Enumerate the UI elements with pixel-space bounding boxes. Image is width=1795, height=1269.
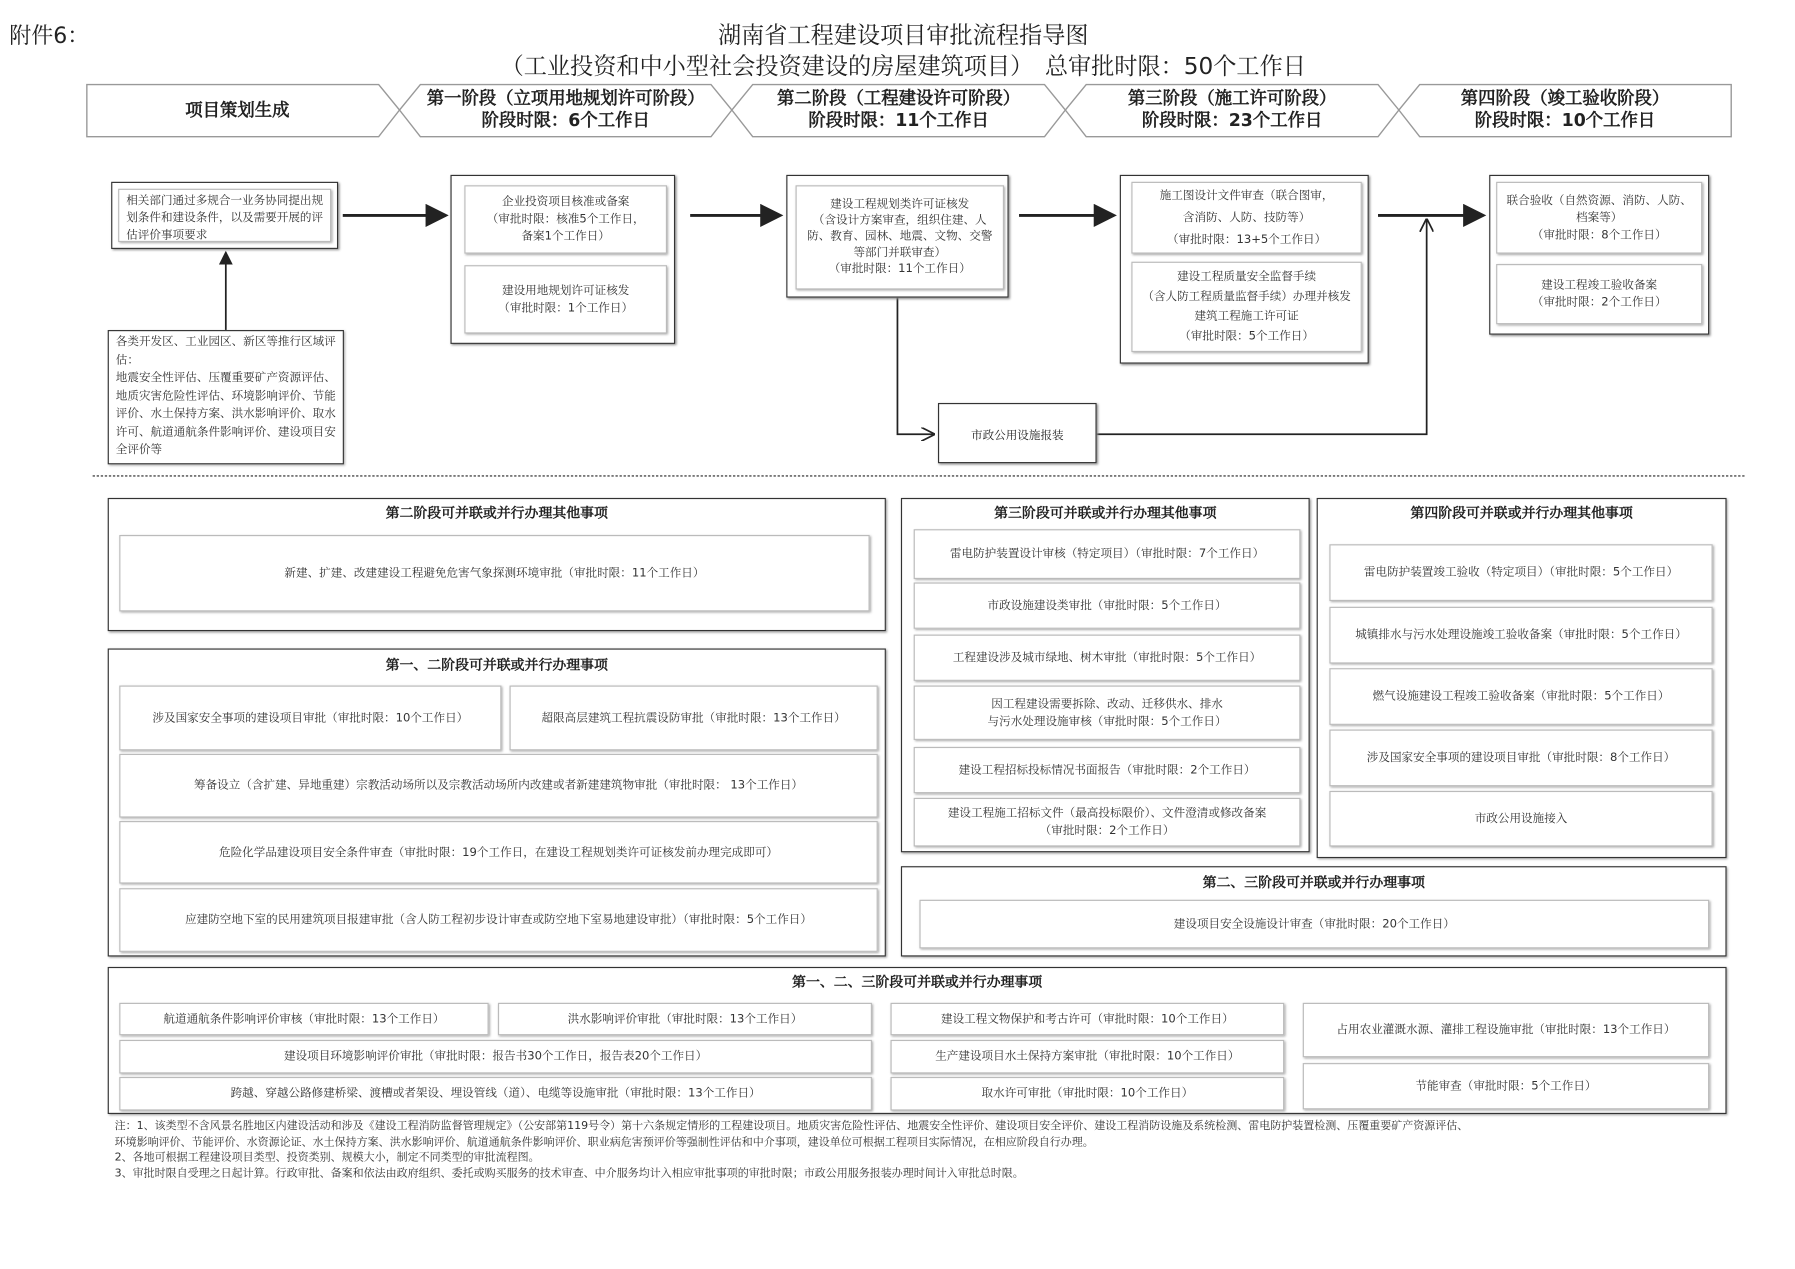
stage-4-item-joint-acceptance: 联合验收（自然资源、消防、人防、档案等） （审批时限：8个工作日） bbox=[1496, 182, 1702, 254]
footnotes bbox=[115, 1119, 1469, 1182]
section-title: 第三阶段可并联或并行办理其他事项 bbox=[994, 504, 1217, 522]
list-item: 建设工程施工招标文件（最高投标限价）、文件澄清或修改备案 （审批时限：2个工作日） bbox=[914, 798, 1301, 847]
list-item: 占用农业灌溉水源、灌排工程设施审批（审批时限：13个工作日） bbox=[1303, 1003, 1709, 1057]
regional-evaluation-box: 各类开发区、工业园区、新区等推行区域评估： 地震安全性评估、压覆重要矿产资源评估、地质灾害危险性评估、环境影响评价、节能评价、水土保持方案、洪水影响评价、取水许可、航道通航条件影响评价、建设项目安全评价等 bbox=[108, 330, 344, 464]
note-line: 3、审批时限自受理之日起计算。行政审批、备案和依法由政府组织、委托或购买服务的技术审查、中介服务均计入相应审批事项的审批时限；市政公用服务报装办理时间计入审批总时限。 bbox=[114, 1166, 1024, 1180]
list-item: 雷电防护装置设计审核（特定项目）（审批时限：7个工作日） bbox=[914, 529, 1301, 579]
list-item: 建设项目环境影响评价审批（审批时限：报告书30个工作日，报告表20个工作日） bbox=[119, 1040, 872, 1074]
stage-2-name: 第二阶段（工程建设许可阶段） bbox=[776, 88, 1021, 109]
note-line: 环境影响评价、节能评价、水资源论证、水土保持方案、洪水影响评价、航道通航条件影响评价、职业病危害预评价等强制性评估和中介事项，建设单位可根据工程项目实际情况，在相应阶段自行办理。 bbox=[114, 1135, 1094, 1149]
section-title: 第一、二、三阶段可并联或并行办理事项 bbox=[792, 973, 1043, 991]
list-item: 取水许可审批（审批时限：10个工作日） bbox=[891, 1077, 1285, 1111]
section-stage4-parallel bbox=[1317, 498, 1727, 858]
stage-3-item-construction-permit: 建设工程质量安全监督手续 （含人防工程质量监督手续）办理并核发建筑工程施工许可证 （审批时限：5个工作日） bbox=[1131, 262, 1361, 352]
stage-3-name: 第三阶段（施工许可阶段） bbox=[1127, 88, 1337, 109]
section-title: 第二、三阶段可并联或并行办理事项 bbox=[1202, 874, 1425, 891]
planning-box bbox=[111, 182, 338, 249]
page-title: 湖南省工程建设项目审批流程指导图 bbox=[717, 20, 1089, 49]
stage-2-limit: 阶段时限：11个工作日 bbox=[808, 110, 989, 131]
stage-4-box bbox=[1489, 175, 1709, 335]
section-title: 第一、二阶段可并联或并行办理事项 bbox=[385, 656, 608, 673]
section-title: 第四阶段可并联或并行办理其他事项 bbox=[1410, 504, 1633, 522]
attachment-label: 附件6： bbox=[9, 23, 90, 49]
section-stage2-parallel bbox=[108, 498, 886, 631]
stage-2-label bbox=[732, 88, 1066, 132]
list-item: 跨越、穿越公路修建桥梁、渡槽或者架设、埋设管线（道）、电缆等设施审批（审批时限：13个工作日） bbox=[119, 1077, 872, 1111]
list-item: 市政公用设施接入 bbox=[1329, 791, 1712, 847]
stage-3-item-drawing-review: 施工图设计文件审查（联合图审， 含消防、人防、技防等） （审批时限：13+5个工作日） bbox=[1131, 182, 1361, 254]
stage-1-name: 第一阶段（立项用地规划许可阶段） bbox=[426, 88, 705, 109]
stage-4-item-acceptance-filing: 建设工程竣工验收备案 （审批时限：2个工作日） bbox=[1496, 264, 1702, 324]
stage-3-box bbox=[1120, 175, 1369, 364]
list-item: 新建、扩建、改建建设工程避免危害气象探测环境审批（审批时限：11个工作日） bbox=[119, 535, 869, 611]
section-title: 第二阶段可并联或并行办理其他事项 bbox=[385, 504, 608, 522]
stage-4-name: 第四阶段（竣工验收阶段） bbox=[1460, 88, 1670, 109]
stage-1-label bbox=[400, 88, 732, 132]
list-item: 建设工程招标投标情况书面报告（审批时限：2个工作日） bbox=[914, 747, 1301, 793]
stage-4-label bbox=[1399, 88, 1731, 132]
stage-2-box bbox=[786, 175, 1008, 298]
list-item: 因工程建设需要拆除、改动、迁移供水、排水 与污水处理设施审核（审批时限：5个工作日） bbox=[914, 686, 1301, 740]
section-stage123-parallel bbox=[108, 967, 1727, 1114]
list-item: 节能审查（审批时限：5个工作日） bbox=[1303, 1063, 1709, 1109]
list-item: 市政设施建设类审批（审批时限：5个工作日） bbox=[914, 582, 1301, 628]
municipal-utility-box: 市政公用设施报装 bbox=[938, 403, 1097, 463]
list-item: 超限高层建筑工程抗震设防审批（审批时限：13个工作日） bbox=[510, 686, 878, 751]
list-item: 危险化学品建设项目安全条件审查（审批时限：19个工作日，在建设工程规划类许可证核发前办理完成即可） bbox=[119, 821, 877, 884]
stage-3-limit: 阶段时限：23个工作日 bbox=[1141, 110, 1323, 131]
list-item: 生产建设项目水土保持方案审批（审批时限：10个工作日） bbox=[891, 1040, 1285, 1074]
list-item: 工程建设涉及城市绿地、树木审批（审批时限：5个工作日） bbox=[914, 635, 1301, 681]
list-item: 城镇排水与污水处理设施竣工验收备案（审批时限：5个工作日） bbox=[1329, 607, 1712, 664]
list-item: 应建防空地下室的民用建筑项目报建审批（含人防工程初步设计审查或防空地下室易地建设审批）（审批时限：5个工作日） bbox=[119, 888, 877, 952]
list-item: 涉及国家安全事项的建设项目审批（审批时限：10个工作日） bbox=[119, 686, 501, 751]
stage-label-planning: 项目策划生成 bbox=[185, 99, 290, 121]
list-item: 航道通航条件影响评价审核（审批时限：13个工作日） bbox=[119, 1003, 488, 1035]
list-item: 涉及国家安全事项的建设项目审批（审批时限：8个工作日） bbox=[1329, 730, 1712, 787]
section-stage12-parallel bbox=[108, 648, 886, 956]
note-line: 2、各地可根据工程建设项目类型、投资类别、规模大小，制定不同类型的审批流程图。 bbox=[114, 1151, 540, 1164]
stage-1-item-approval: 企业投资项目核准或备案 （审批时限：核准5个工作日， 备案1个工作日） bbox=[464, 185, 667, 253]
stage-1-item-land-permit: 建设用地规划许可证核发 （审批时限：1个工作日） bbox=[464, 265, 667, 333]
list-item: 燃气设施建设工程竣工验收备案（审批时限：5个工作日） bbox=[1329, 668, 1712, 725]
stage-4-limit: 阶段时限：10个工作日 bbox=[1474, 110, 1656, 131]
section-stage23-parallel bbox=[901, 866, 1727, 956]
stage-2-item-planning-permit: 建设工程规划类许可证核发 （含设计方案审查，组织住建、人防、教育、园林、地震、文物、交警等部门并联审查） （审批时限：11个工作日） bbox=[796, 185, 1004, 289]
list-item: 建设工程文物保护和考古许可（审批时限：10个工作日） bbox=[891, 1003, 1285, 1035]
list-item: 洪水影响评价审批（审批时限：13个工作日） bbox=[498, 1003, 872, 1035]
list-item: 雷电防护装置竣工验收（特定项目）（审批时限：5个工作日） bbox=[1329, 544, 1712, 601]
stage-1-limit: 阶段时限：6个工作日 bbox=[481, 110, 650, 131]
list-item: 建设项目安全设施设计审查（审批时限：20个工作日） bbox=[919, 900, 1709, 949]
planning-text: 相关部门通过多规合一业务协同提出规划条件和建设条件，以及需要开展的评估评价事项要求 bbox=[118, 189, 331, 242]
stage-3-label bbox=[1065, 88, 1399, 132]
stage-1-box bbox=[450, 175, 675, 344]
section-stage3-parallel bbox=[901, 498, 1310, 852]
list-item: 筹备设立（含扩建、异地重建）宗教活动场所以及宗教活动场所内改建或者新建建筑物审批（审批时限： 13个工作日） bbox=[119, 754, 877, 818]
note-line: 注：1、该类型不含风景名胜地区内建设活动和涉及《建设工程消防监督管理规定》（公安部第119号令）第十六条规定情形的工程建设项目。地质灾害危险性评估、地震安全性评价、建设项目安全评价、建设工程消防设施及系统检测、雷电防护装置检测、压覆重要矿产资源评估、 bbox=[114, 1119, 1469, 1133]
page-subtitle: （工业投资和中小型社会投资建设的房屋建筑项目） 总审批时限：50个工作日 bbox=[500, 52, 1306, 80]
